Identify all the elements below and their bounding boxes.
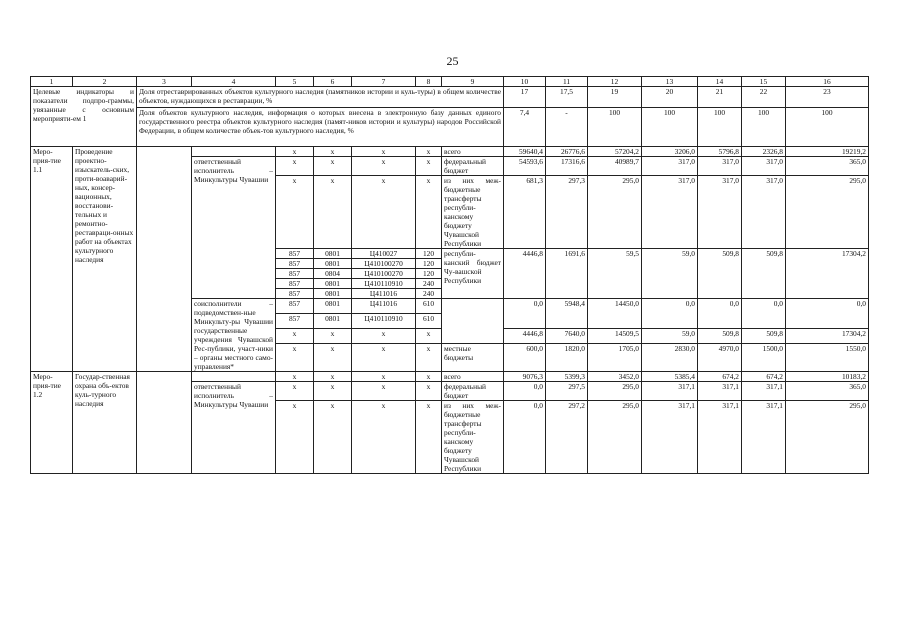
amount-cell: 26776,6 (546, 147, 588, 157)
target-value: 100 (698, 108, 742, 147)
code-cell: 0801 (314, 279, 352, 289)
target-value: 100 (786, 108, 869, 147)
code-cell: 0801 (314, 299, 352, 314)
code-cell: х (416, 176, 442, 249)
target-value: 100 (742, 108, 786, 147)
target-value: 100 (588, 108, 642, 147)
amount-cell: 297,5 (546, 382, 588, 401)
code-cell: 0801 (314, 249, 352, 259)
code-cell: 610 (416, 313, 442, 328)
amount-cell: 7640,0 (546, 328, 588, 343)
col-num: 13 (642, 77, 698, 87)
amount-cell: 4970,0 (698, 343, 742, 371)
code-cell: х (276, 176, 314, 249)
funding-source: федеральный бюджет (442, 157, 504, 176)
funding-source: местные бюджеты (442, 343, 504, 371)
amount-cell: 1705,0 (588, 343, 642, 371)
amount-cell: 17316,6 (546, 157, 588, 176)
amount-cell: 295,0 (588, 176, 642, 249)
col-num: 9 (442, 77, 504, 87)
amount-cell: 59,0 (642, 249, 698, 299)
amount-cell: 317,0 (642, 176, 698, 249)
amount-cell: 674,2 (742, 372, 786, 382)
amount-cell: 317,1 (642, 382, 698, 401)
code-cell: х (314, 328, 352, 343)
amount-cell: 59640,4 (504, 147, 546, 157)
measure-title: Государ-ственная охрана объ-ектов куль-турного наследия (73, 372, 137, 474)
code-cell: х (276, 372, 314, 382)
measure-name: Меро-прия-тие 1.2 (31, 372, 73, 474)
amount-cell: 509,8 (742, 328, 786, 343)
empty-cell (137, 147, 192, 372)
amount-cell: 3206,0 (642, 147, 698, 157)
col-num: 12 (588, 77, 642, 87)
amount-cell: 57204,2 (588, 147, 642, 157)
col-num: 2 (73, 77, 137, 87)
program-table (30, 76, 869, 474)
code-cell: х (276, 157, 314, 176)
funding-source: всего (442, 147, 504, 157)
code-cell: Ц411016 (352, 299, 416, 314)
table-row (31, 372, 869, 382)
amount-cell: 317,1 (698, 382, 742, 401)
amount-cell: 509,8 (698, 328, 742, 343)
amount-cell: 54593,6 (504, 157, 546, 176)
target-value: 19 (588, 87, 642, 108)
code-cell: Ц410027 (352, 249, 416, 259)
executor-cell: ответственный исполнитель – Минкультуры Чувашии (192, 382, 276, 474)
code-cell: 240 (416, 279, 442, 289)
code-cell: х (352, 176, 416, 249)
col-num: 15 (742, 77, 786, 87)
amount-cell: 5399,3 (546, 372, 588, 382)
amount-cell: 59,5 (588, 249, 642, 299)
code-cell: 610 (416, 299, 442, 314)
code-cell: х (416, 382, 442, 401)
amount-cell: 297,2 (546, 401, 588, 474)
amount-cell: 19219,2 (786, 147, 869, 157)
amount-cell: 2830,0 (642, 343, 698, 371)
amount-cell: 9076,3 (504, 372, 546, 382)
target-value: 23 (786, 87, 869, 108)
page-number: 25 (446, 54, 459, 68)
amount-cell: 317,1 (698, 401, 742, 474)
code-cell: х (314, 372, 352, 382)
target-value: 17,5 (546, 87, 588, 108)
code-cell: х (314, 401, 352, 474)
code-cell: 120 (416, 249, 442, 259)
col-num: 11 (546, 77, 588, 87)
code-cell: х (416, 401, 442, 474)
amount-cell: 5948,4 (546, 299, 588, 329)
amount-cell: 0,0 (504, 382, 546, 401)
funding-source (442, 299, 504, 344)
code-cell: х (276, 328, 314, 343)
executor-cell: ответственный исполнитель – Минкультуры Чувашии (192, 157, 276, 299)
col-num: 14 (698, 77, 742, 87)
code-cell: 857 (276, 299, 314, 314)
code-cell: 857 (276, 289, 314, 299)
code-cell: х (314, 147, 352, 157)
amount-cell: 10183,2 (786, 372, 869, 382)
code-cell: х (352, 401, 416, 474)
amount-cell: 1550,0 (786, 343, 869, 371)
amount-cell: 295,0 (786, 401, 869, 474)
code-cell: х (416, 343, 442, 371)
amount-cell: 14450,0 (588, 299, 642, 329)
funding-source: из них меж-бюджетные трансферты республи-канскому бюджету Чувашской Республики (442, 176, 504, 249)
amount-cell: 317,1 (642, 401, 698, 474)
executor-cell (192, 147, 276, 157)
amount-cell: 1500,0 (742, 343, 786, 371)
amount-cell: 509,8 (742, 249, 786, 299)
amount-cell: 317,1 (742, 382, 786, 401)
code-cell: 857 (276, 259, 314, 269)
code-cell: Ц410110910 (352, 279, 416, 289)
amount-cell: 0,0 (504, 401, 546, 474)
amount-cell: 365,0 (786, 382, 869, 401)
amount-cell: 5385,4 (642, 372, 698, 382)
code-cell: х (352, 157, 416, 176)
funding-source: республи-канский бюджет Чу-вашской Республики (442, 249, 504, 299)
code-cell: х (416, 328, 442, 343)
amount-cell: 40989,7 (588, 157, 642, 176)
target-value: 7,4 (504, 108, 546, 147)
targets-label: Целевые индикаторы и показатели подпро-граммы, увязанные с основным мероприяти-ем 1 (31, 87, 137, 147)
amount-cell: 2326,8 (742, 147, 786, 157)
funding-source: всего (442, 372, 504, 382)
col-num: 1 (31, 77, 73, 87)
amount-cell: 317,0 (698, 176, 742, 249)
amount-cell: 297,3 (546, 176, 588, 249)
code-cell: х (352, 343, 416, 371)
code-cell: 857 (276, 313, 314, 328)
amount-cell: 0,0 (698, 299, 742, 329)
col-num: 3 (137, 77, 192, 87)
target-value: 21 (698, 87, 742, 108)
amount-cell: 317,0 (698, 157, 742, 176)
code-cell: Ц410110910 (352, 313, 416, 328)
code-cell: х (276, 147, 314, 157)
amount-cell: 14509,5 (588, 328, 642, 343)
code-cell: Ц410100270 (352, 259, 416, 269)
amount-cell: 4446,8 (504, 249, 546, 299)
amount-cell: 17304,2 (786, 249, 869, 299)
target-indicator-text: Доля отреставрированных объектов культурного наследия (памятников истории и куль-туры) в общем количестве объектов, нуждающихся в реставрации, % (137, 87, 504, 108)
code-cell: х (352, 147, 416, 157)
amount-cell: 674,2 (698, 372, 742, 382)
target-value: 17 (504, 87, 546, 108)
code-cell: х (276, 343, 314, 371)
amount-cell: 509,8 (698, 249, 742, 299)
code-cell: х (352, 382, 416, 401)
target-value: 100 (642, 108, 698, 147)
amount-cell: 0,0 (504, 299, 546, 329)
executor-cell: соисполнители – подведомствен-ные Минкульту-ры Чувашии государственные учреждения Чувашской Рес-публики, участ-ники – органы местного само-управления* (192, 299, 276, 372)
code-cell: х (314, 343, 352, 371)
code-cell: х (416, 147, 442, 157)
amount-cell: 600,0 (504, 343, 546, 371)
col-num: 6 (314, 77, 352, 87)
code-cell: х (416, 372, 442, 382)
code-cell: х (276, 401, 314, 474)
code-cell: 0801 (314, 313, 352, 328)
amount-cell: 295,0 (588, 382, 642, 401)
amount-cell: 1691,6 (546, 249, 588, 299)
code-cell: 857 (276, 249, 314, 259)
col-num: 5 (276, 77, 314, 87)
col-num: 7 (352, 77, 416, 87)
table-row (31, 147, 869, 157)
code-cell: 0801 (314, 259, 352, 269)
col-num: 4 (192, 77, 276, 87)
amount-cell: 4446,8 (504, 328, 546, 343)
amount-cell: 5796,8 (698, 147, 742, 157)
amount-cell: 17304,2 (786, 328, 869, 343)
target-row (31, 108, 869, 147)
target-value: 20 (642, 87, 698, 108)
amount-cell: 681,3 (504, 176, 546, 249)
amount-cell: 0,0 (642, 299, 698, 329)
amount-cell: 0,0 (786, 299, 869, 329)
code-cell: х (314, 176, 352, 249)
col-num: 8 (416, 77, 442, 87)
code-cell: 0801 (314, 289, 352, 299)
amount-cell: 1820,0 (546, 343, 588, 371)
code-cell: Ц411016 (352, 289, 416, 299)
col-num: 10 (504, 77, 546, 87)
funding-source: федеральный бюджет (442, 382, 504, 401)
target-indicator-text: Доля объектов культурного наследия, информация о которых внесена в электронную базу данных единого государственного реестра объектов культурного наследия (памят-ников истории и культуры) народов Российской Федерации, в общем количестве объек-тов культурного наследия, % (137, 108, 504, 147)
code-cell: Ц410100270 (352, 269, 416, 279)
amount-cell: 295,0 (786, 176, 869, 249)
code-cell: х (314, 157, 352, 176)
code-cell: 0804 (314, 269, 352, 279)
measure-title: Проведение проектно-изыскатель-ских, проти-воаварий-ных, консер-вационных, восстанови-тельных и ремонтно-реставраци-онных работ на объектах культурного наследия (73, 147, 137, 372)
code-cell: 120 (416, 259, 442, 269)
code-cell: х (416, 157, 442, 176)
amount-cell: 317,0 (742, 157, 786, 176)
code-cell: 857 (276, 279, 314, 289)
amount-cell: 59,0 (642, 328, 698, 343)
empty-cell (137, 372, 192, 474)
measure-name: Меро-прия-тие 1.1 (31, 147, 73, 372)
code-cell: х (352, 372, 416, 382)
code-cell: 120 (416, 269, 442, 279)
col-num: 16 (786, 77, 869, 87)
executor-cell (192, 372, 276, 382)
target-value: - (546, 108, 588, 147)
amount-cell: 3452,0 (588, 372, 642, 382)
amount-cell: 317,0 (742, 176, 786, 249)
amount-cell: 0,0 (742, 299, 786, 329)
code-cell: х (276, 382, 314, 401)
amount-cell: 365,0 (786, 157, 869, 176)
code-cell: 857 (276, 269, 314, 279)
column-number-row (31, 77, 869, 87)
code-cell: х (314, 382, 352, 401)
target-value: 22 (742, 87, 786, 108)
target-row (31, 87, 869, 108)
code-cell: 240 (416, 289, 442, 299)
amount-cell: 295,0 (588, 401, 642, 474)
funding-source: из них меж-бюджетные трансферты республи-канскому бюджету Чувашской Республики (442, 401, 504, 474)
amount-cell: 317,0 (642, 157, 698, 176)
code-cell: х (352, 328, 416, 343)
amount-cell: 317,1 (742, 401, 786, 474)
